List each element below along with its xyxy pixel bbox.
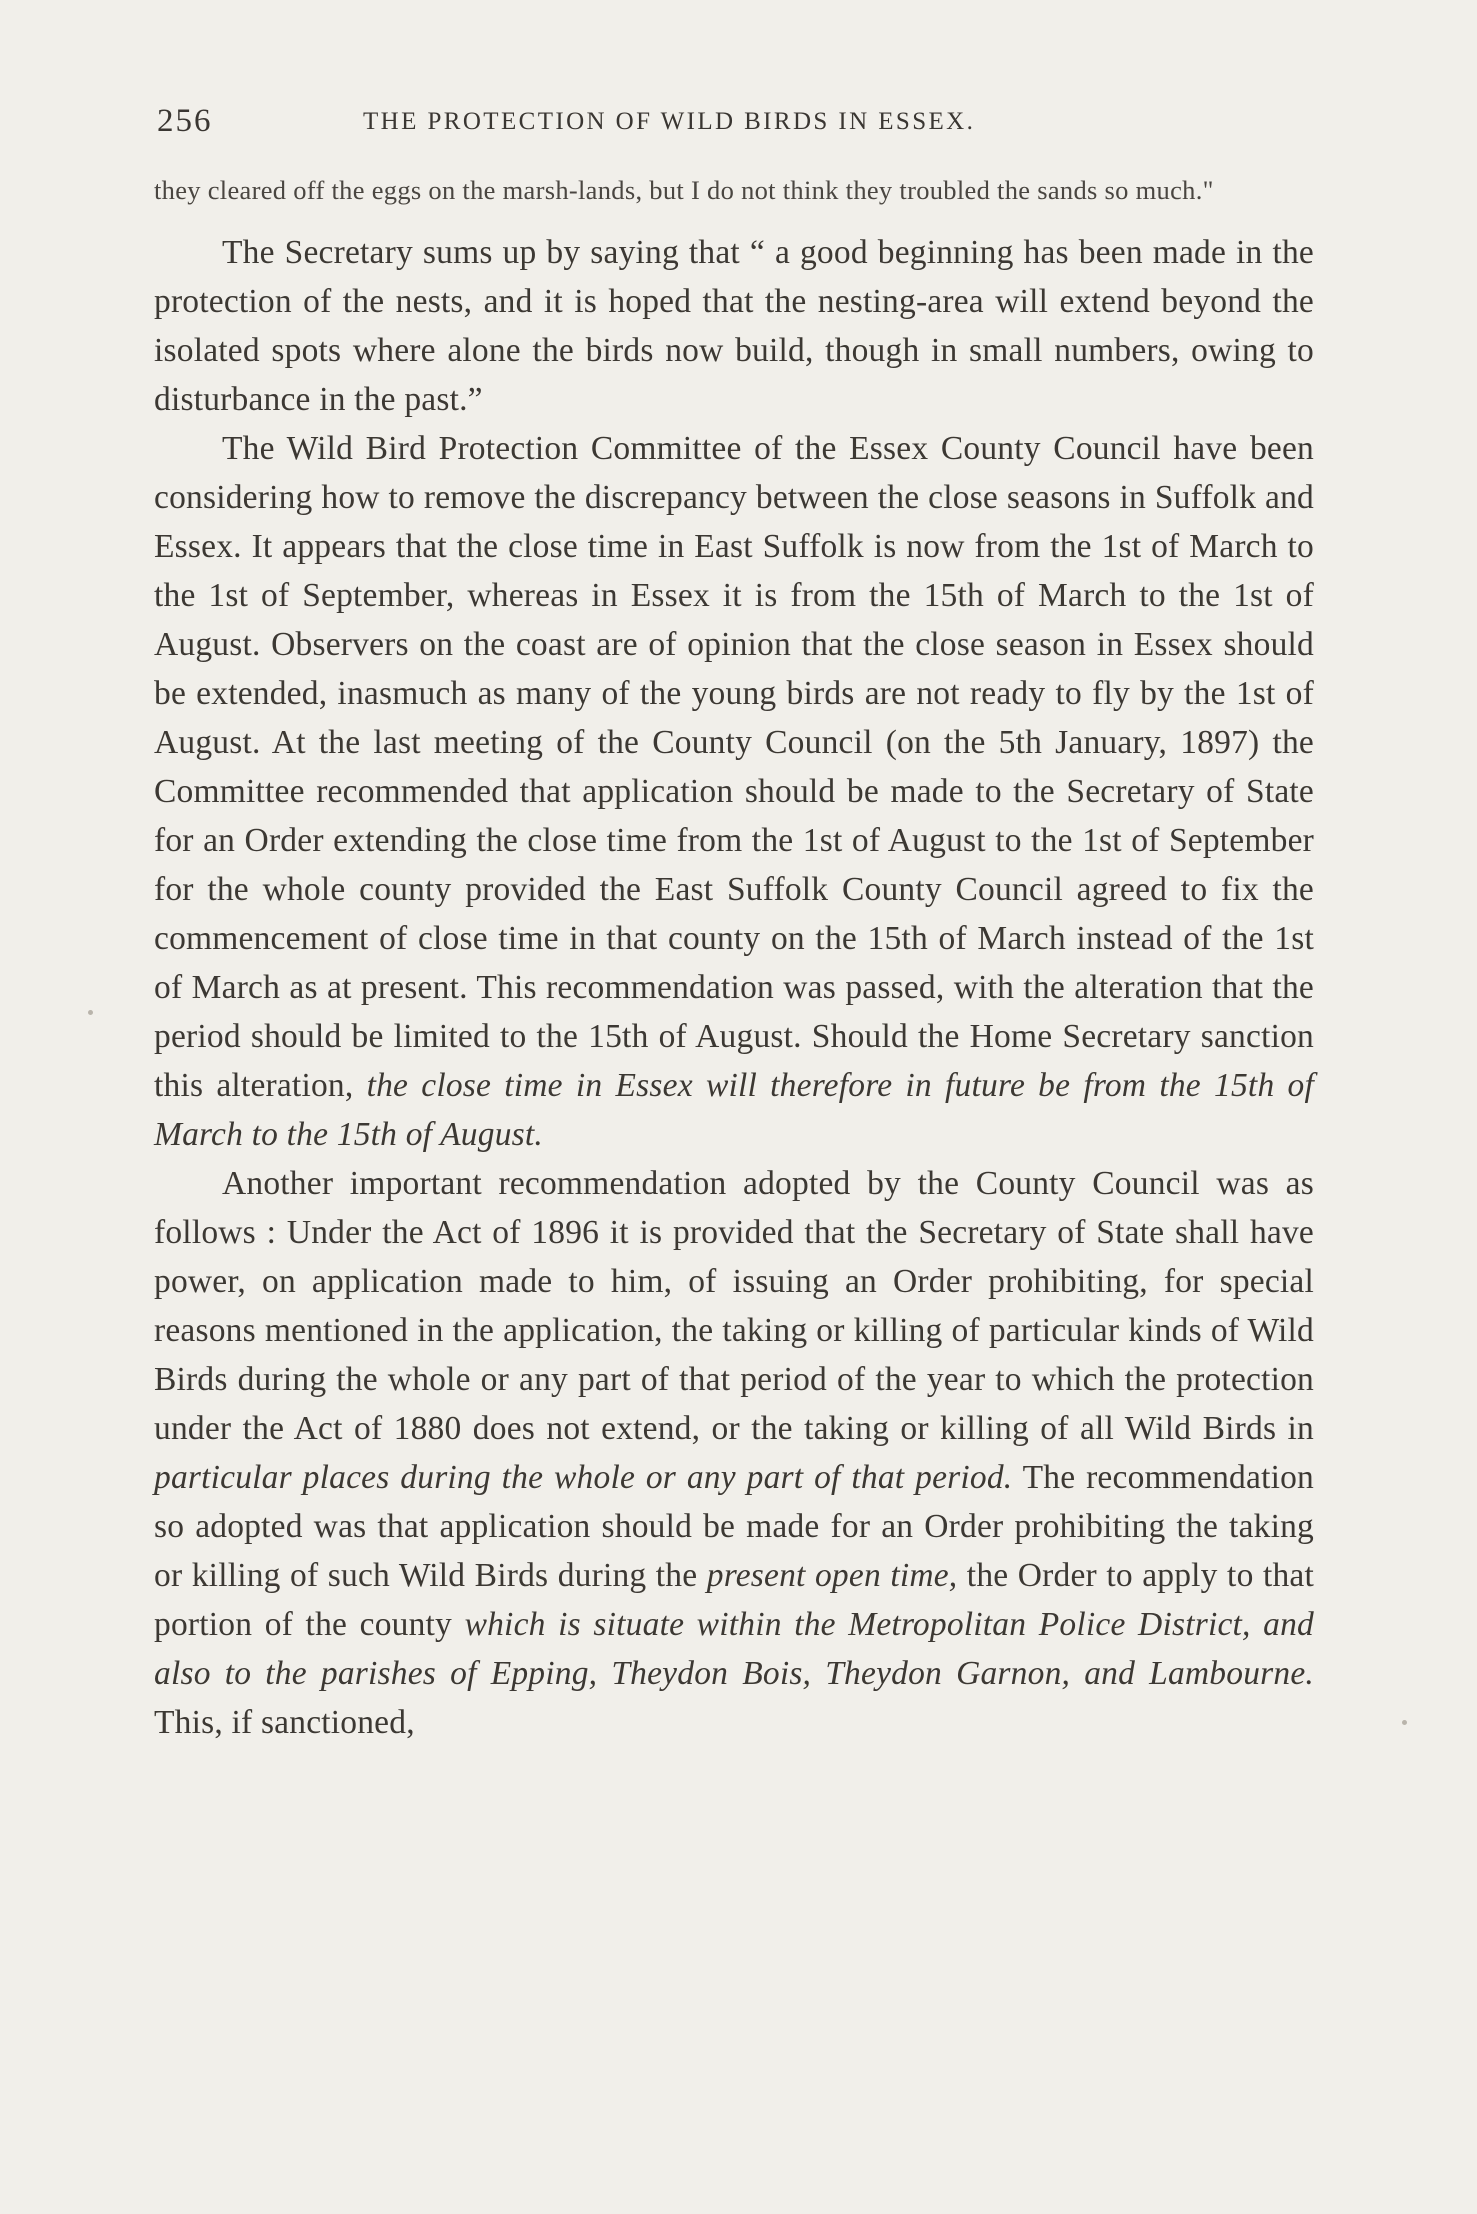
italic-phrase: present open time, bbox=[706, 1557, 958, 1594]
running-title: THE PROTECTION OF WILD BIRDS IN ESSEX. bbox=[363, 108, 976, 135]
paragraph-text: the Order to apply to that portion of the county bbox=[154, 1557, 1314, 1643]
italic-phrase: which is situate within the Metropolitan Police District, and also to the parishes of Epping, Theydon Bois, Theydon Garnon, and Lambourne. bbox=[154, 1606, 1314, 1692]
paragraph-text: The recommendation so adopted was that application should be made for an Order prohibiting the taking or killing of such Wild Birds during the bbox=[154, 1459, 1314, 1594]
paragraph-text: The Wild Bird Protection Committee of the Essex County Council have been considering how to remove the discrepancy between the close seasons in Suffolk and Essex. It appears that the close time in East Suffolk is now from the 1st of March to the 1st of September, whereas in Essex it is from the 15th of March to the 1st of August. Observers on the coast are of opinion that the close season in Essex should be extended, inasmuch as many of the young birds are not ready to fly by the 1st of August. At the last meeting of the County Council (on the 5th January, 1897) the Committee recommended that application should be made to the Secretary of State for an Order extending the close time from the 1st of August to the 1st of September for the whole county provided the East Suffolk County Council agreed to fix the commencement of close time in that county on the 15th of March instead of the 1st of March as at present. This recommendation was passed, with the alteration that the period should be limited to the 15th of August. Should the Home Secretary sanction this alteration, bbox=[154, 430, 1314, 1104]
body-text bbox=[154, 172, 1314, 1747]
italic-phrase: particular places during the whole or any part of that period. bbox=[154, 1459, 1013, 1496]
paper-speck bbox=[1402, 1720, 1407, 1725]
paper-speck bbox=[88, 1010, 93, 1015]
running-head bbox=[157, 103, 1317, 143]
paragraph-text: This, if sanctioned, bbox=[154, 1704, 415, 1741]
quote-continuation: they cleared off the eggs on the marsh-lands, but I do not think they troubled the sands so much." bbox=[154, 175, 1214, 205]
italic-phrase: the close time in Essex will therefore in future be from the 15th of March to the 15th of August. bbox=[154, 1067, 1315, 1153]
paragraph-secretary-summary: The Secretary sums up by saying that “ a good beginning has been made in the protection of the nests, and it is hoped that the nesting-area will extend beyond the isolated spots where alone the birds now build, though in small numbers, owing to disturbance in the past.” bbox=[154, 234, 1314, 418]
page-number: 256 bbox=[157, 103, 213, 139]
paragraph-close-seasons bbox=[154, 424, 1314, 1159]
paragraph-recommendation bbox=[154, 1159, 1314, 1747]
paragraph-text: Another important recommendation adopted by the County Council was as follows : Under the Act of 1896 it is provided that the Secretary of State shall have power, on application made to him, of issuing an Order prohibiting, for special reasons mentioned in the application, the taking or killing of particular kinds of Wild Birds during the whole or any part of that period of the year to which the protection under the Act of 1880 does not extend, or the taking or killing of all Wild Birds in bbox=[154, 1165, 1314, 1447]
